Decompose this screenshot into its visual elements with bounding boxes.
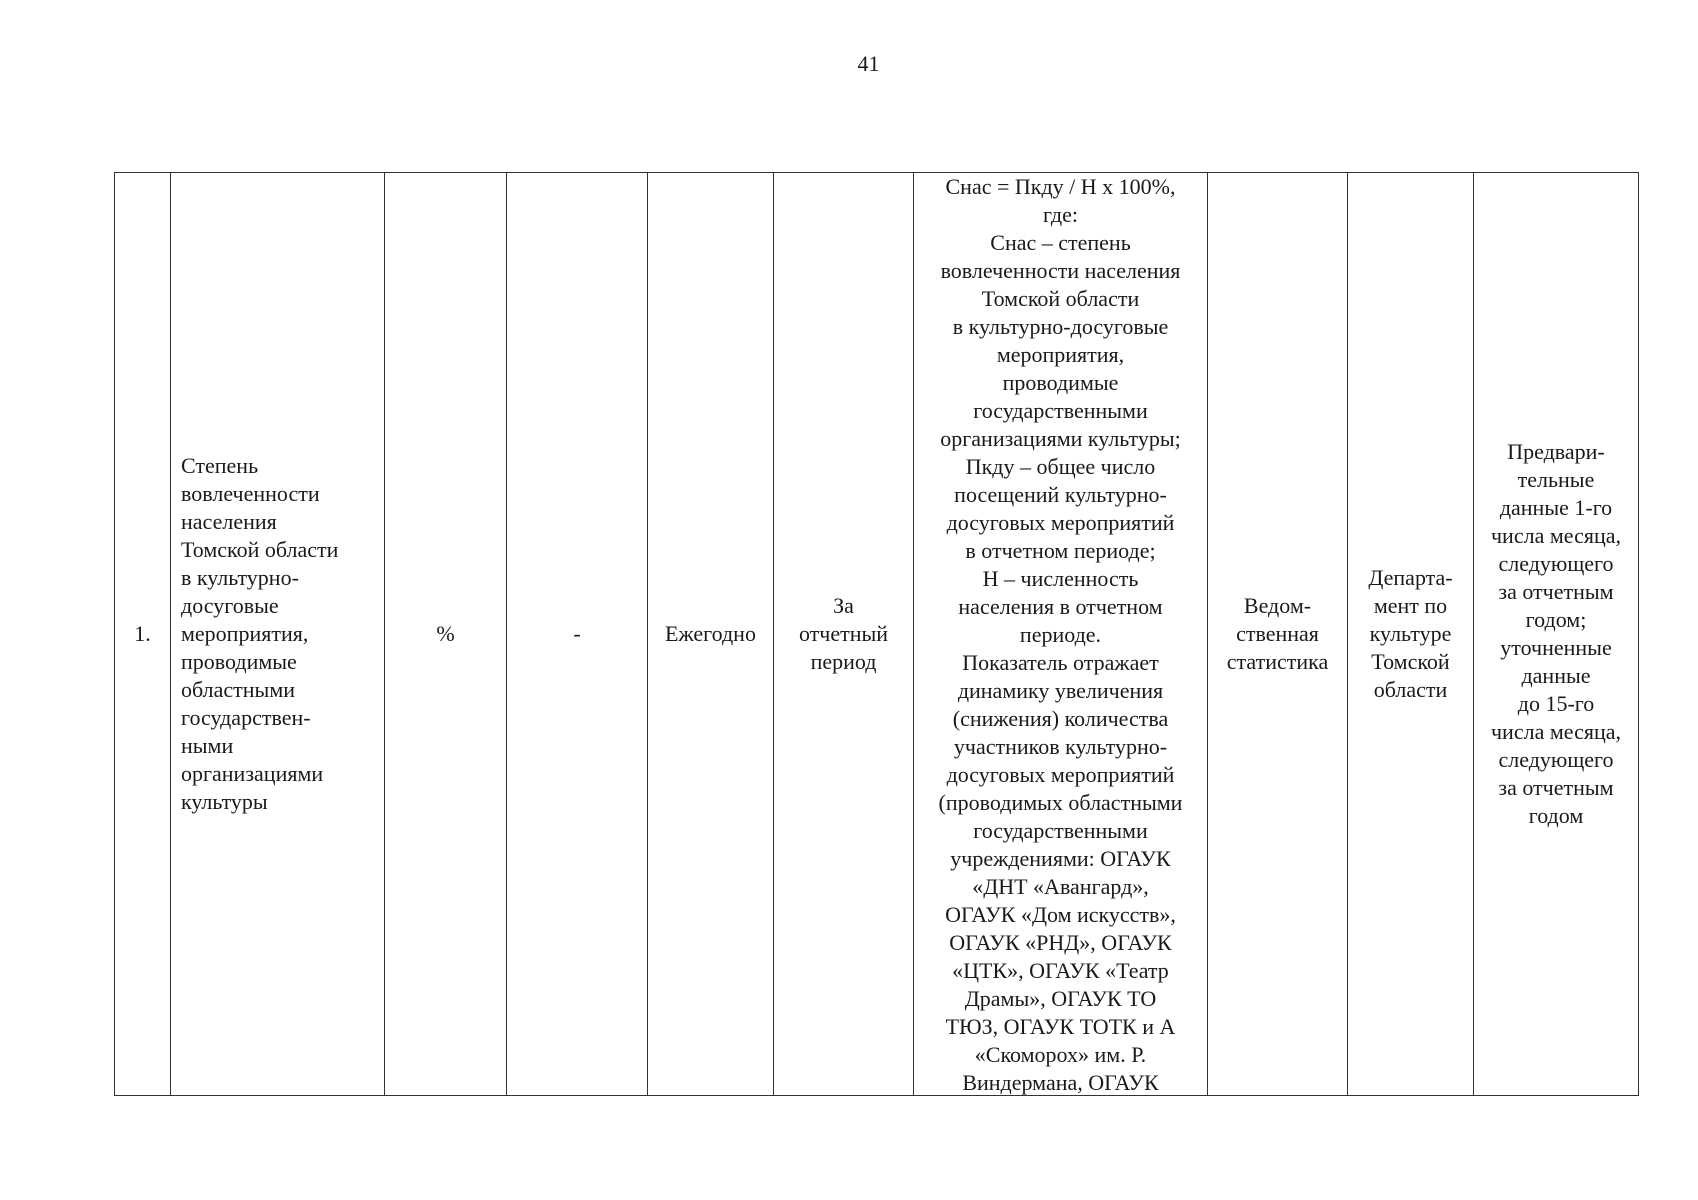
text-line: Снас = Пкду / Н х 100%, bbox=[945, 174, 1176, 199]
text-line: за отчетным bbox=[1498, 579, 1614, 604]
text-line: области bbox=[1373, 677, 1448, 702]
text-line: Пкду – общее число bbox=[965, 454, 1156, 479]
text-line: данные 1-го bbox=[1499, 495, 1613, 520]
text-line: Снас – степень bbox=[990, 230, 1131, 255]
text-line: ственная bbox=[1236, 621, 1319, 646]
text-line: Ведом- bbox=[1243, 593, 1312, 618]
text-line: вовлеченности населения bbox=[940, 258, 1181, 283]
text-line: числа месяца, bbox=[1490, 719, 1621, 744]
text-line: Виндермана, ОГАУК bbox=[962, 1070, 1159, 1095]
text-line: культуре bbox=[1369, 621, 1452, 646]
text-line: Томской области bbox=[181, 537, 339, 562]
text-line: досуговых мероприятий bbox=[946, 510, 1175, 535]
text-line: Томской области bbox=[981, 286, 1140, 311]
text-line: мероприятия, bbox=[996, 342, 1125, 367]
text-line: населения bbox=[181, 509, 277, 534]
text-line: организациями bbox=[181, 761, 324, 786]
source-lines bbox=[1218, 592, 1337, 676]
text-line: вовлеченности bbox=[181, 481, 320, 506]
text-line: (проводимых областными bbox=[938, 790, 1183, 815]
text-line: За bbox=[833, 593, 854, 618]
frequency-cell: Ежегодно bbox=[648, 173, 774, 1096]
responsible-cell bbox=[1348, 173, 1474, 1096]
text-line: государственными bbox=[973, 398, 1148, 423]
text-line: ОГАУК «Дом искусств», bbox=[945, 902, 1176, 927]
indicator-table bbox=[114, 172, 1639, 1096]
text-line: тельные bbox=[1517, 467, 1595, 492]
text-line: периоде. bbox=[1019, 622, 1102, 647]
text-line: следующего bbox=[1498, 747, 1614, 772]
dash-cell: - bbox=[507, 173, 648, 1096]
text-line: досуговые bbox=[181, 593, 279, 618]
text-line: проводимые bbox=[181, 649, 297, 674]
indicator-name-lines bbox=[181, 452, 374, 816]
text-line: период bbox=[810, 649, 877, 674]
text-line: досуговых мероприятий bbox=[946, 762, 1175, 787]
text-line: до 15-го bbox=[1517, 691, 1595, 716]
text-line: культуры bbox=[181, 789, 268, 814]
text-line: ными bbox=[181, 733, 234, 758]
text-line: динамику увеличения bbox=[957, 678, 1164, 703]
text-line: участников культурно- bbox=[953, 734, 1168, 759]
text-line: мероприятия, bbox=[181, 621, 309, 646]
row-number: 1. bbox=[115, 173, 171, 1096]
formula-cell bbox=[914, 173, 1208, 1096]
text-line: населения в отчетном bbox=[958, 594, 1163, 619]
text-line: в культурно- bbox=[181, 565, 299, 590]
text-line: «ДНТ «Авангард», bbox=[972, 874, 1149, 899]
text-line: ТЮЗ, ОГАУК ТОТК и А bbox=[945, 1014, 1176, 1039]
text-line: годом bbox=[1528, 803, 1584, 828]
text-line: областными bbox=[181, 677, 296, 702]
page-number: 41 bbox=[857, 51, 880, 76]
text-line: организациями культуры; bbox=[940, 426, 1181, 451]
text-line: Показатель отражает bbox=[962, 650, 1159, 675]
text-line: годом; bbox=[1525, 607, 1587, 632]
text-line: числа месяца, bbox=[1490, 523, 1621, 548]
deadline-lines bbox=[1484, 438, 1628, 830]
text-line: где: bbox=[1043, 202, 1078, 227]
text-line: мент по bbox=[1373, 593, 1448, 618]
unit-cell: % bbox=[385, 173, 507, 1096]
responsible-lines bbox=[1358, 564, 1463, 704]
text-line: следующего bbox=[1498, 551, 1614, 576]
text-line: ОГАУК «РНД», ОГАУК bbox=[949, 930, 1172, 955]
text-line: Степень bbox=[181, 453, 259, 478]
text-line: Драмы», ОГАУК ТО bbox=[964, 986, 1157, 1011]
text-line: государствен- bbox=[181, 705, 311, 730]
text-line: проводимые bbox=[1002, 370, 1119, 395]
text-line: данные bbox=[1521, 663, 1591, 688]
text-line: в отчетном периоде; bbox=[965, 538, 1156, 563]
table-row bbox=[115, 173, 1639, 1096]
text-line: отчетный bbox=[798, 621, 889, 646]
text-line: «Скоморох» им. Р. bbox=[974, 1042, 1147, 1067]
text-line: Н – численность bbox=[982, 566, 1139, 591]
text-line: государственными bbox=[973, 818, 1148, 843]
text-line: уточненные bbox=[1500, 635, 1612, 660]
deadline-cell bbox=[1474, 173, 1639, 1096]
period-lines bbox=[784, 592, 903, 676]
text-line: статистика bbox=[1226, 649, 1329, 674]
text-line: за отчетным bbox=[1498, 775, 1614, 800]
text-line: (снижения) количества bbox=[952, 706, 1169, 731]
period-cell bbox=[774, 173, 914, 1096]
text-line: Предвари- bbox=[1507, 439, 1605, 464]
text-line: «ЦТК», ОГАУК «Театр bbox=[952, 958, 1169, 983]
text-line: в культурно-досуговые bbox=[952, 314, 1169, 339]
text-line: учреждениями: ОГАУК bbox=[950, 846, 1171, 871]
indicator-name bbox=[171, 173, 385, 1096]
text-line: Томской bbox=[1371, 649, 1450, 674]
text-line: Департа- bbox=[1368, 565, 1453, 590]
formula-lines bbox=[924, 173, 1197, 1095]
text-line: посещений культурно- bbox=[954, 482, 1167, 507]
source-cell bbox=[1208, 173, 1348, 1096]
